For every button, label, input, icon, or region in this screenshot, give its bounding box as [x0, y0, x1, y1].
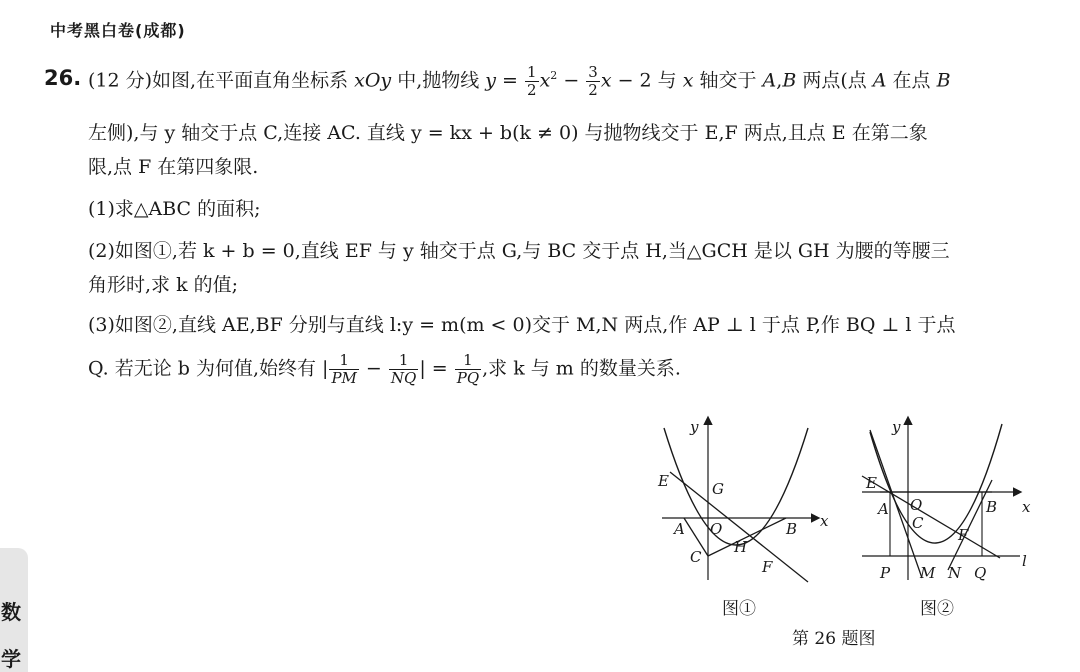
- question-line-3: 限,点 F 在第四象限.: [88, 156, 259, 178]
- question-line-2: 左侧),与 y 轴交于点 C,连接 AC. 直线 y = kx + b(k ≠ 0) 与抛物线交于 E,F 两点,且点 E 在第二象: [88, 122, 928, 144]
- fraction-1-over-pm: $\frac{1}{PM}$: [331, 351, 357, 387]
- label-l: l: [1022, 552, 1027, 570]
- fraction-one-half: $\frac{1}{2}$: [527, 63, 537, 99]
- figure-2: [852, 410, 1052, 590]
- label-f: F: [958, 526, 969, 544]
- part-2-line-2: 角形时,求 k 的值;: [88, 274, 239, 296]
- part-3-line-1: (3)如图②,直线 AE,BF 分别与直线 l:y = m(m < 0)交于 M,N 两点,作 AP ⊥ l 于点 P,作 BQ ⊥ l 于点: [88, 314, 956, 336]
- label-b: B: [786, 520, 798, 538]
- side-tab-char-2: 学: [1, 647, 21, 671]
- label-e: E: [658, 472, 669, 490]
- question-line-1: (12 分)如图,在平面直角坐标系 xOy 中,抛物线 y = $\frac{1}{2}$ $x^2$ − $\frac{3}{2}$ x − 2 与 x 轴交于 A,B 两点(点 A 在点 B: [88, 63, 951, 99]
- label-f: F: [762, 558, 773, 576]
- label-g: G: [712, 480, 724, 498]
- figure-1: [650, 410, 850, 590]
- exam-header: 中考黑白卷(成都): [50, 21, 186, 40]
- part-1: (1)求△ABC 的面积;: [88, 198, 261, 220]
- label-c: C: [690, 548, 702, 566]
- label-h: H: [734, 538, 748, 556]
- label-p: P: [880, 564, 891, 582]
- label-x: x: [1022, 498, 1031, 516]
- label-q: Q: [974, 564, 987, 582]
- label-y: y: [892, 418, 901, 436]
- side-tab-char-1: 数: [1, 600, 21, 624]
- label-c: C: [912, 514, 924, 532]
- fraction-three-halves: $\frac{3}{2}$: [588, 63, 598, 99]
- label-o: O: [910, 496, 923, 514]
- label-y: y: [690, 418, 699, 436]
- label-n: N: [948, 564, 962, 582]
- label-a: A: [674, 520, 685, 538]
- question-number: 26.: [44, 66, 82, 90]
- label-o: O: [710, 520, 723, 538]
- part-2-line-1: (2)如图①,若 k + b = 0,直线 EF 与 y 轴交于点 G,与 BC 交于点 H,当△GCH 是以 GH 为腰的等腰三: [88, 240, 950, 262]
- part-3-line-2: Q. 若无论 b 为何值,始终有 | $\frac{1}{PM}$ − $\frac{1}{NQ}$ | = $\frac{1}{PQ}$ ,求 k 与 m 的数量关系.: [88, 351, 681, 387]
- fraction-1-over-pq: $\frac{1}{PQ}$: [456, 351, 480, 387]
- label-a: A: [878, 500, 889, 518]
- figure-2-caption: 图②: [920, 599, 954, 619]
- label-b: B: [986, 498, 998, 516]
- figure-set-caption: 第 26 题图: [792, 629, 876, 649]
- label-e: E: [866, 474, 877, 492]
- fraction-1-over-nq: $\frac{1}{NQ}$: [390, 351, 417, 387]
- figure-1-caption: 图①: [722, 599, 756, 619]
- subject-side-tab: [0, 548, 28, 672]
- label-m: M: [920, 564, 936, 582]
- label-x: x: [820, 512, 829, 530]
